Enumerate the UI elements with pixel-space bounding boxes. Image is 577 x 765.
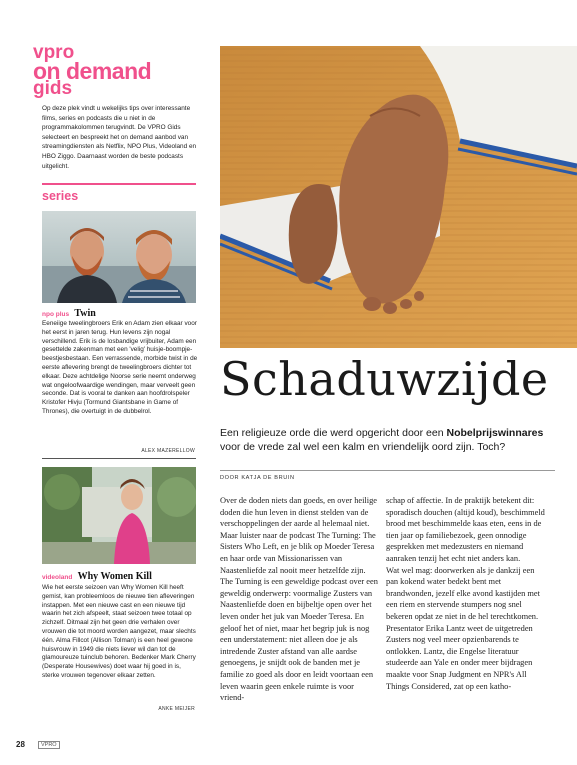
twin-photo	[42, 211, 196, 303]
intro-text: Op deze plek vindt u wekelijks tips over interessante films, series en podcasts die u niet in de programmakolommen terugvindt. De VPRO Gids selecteert en bespreekt het on demand aanbod van streamingdiensten als Netflix, NPO Plus, Videoland en HBO Ziggo. Daarnaast worden de beste podcasts uitgelicht.	[42, 105, 197, 170]
wwk-review-text: Wie het eerste seizoen van Why Women Kill heeft gemist, kan probleemloos de nieuwe tien afleveringen instappen. Met een nieuwe cast en een nieuwe tijd waarin het zich afspeelt, staat seizoen twee totaal op zichzelf. Ditmaal zijn het geen drie verhalen over vrouwen die tot moord worden aangezet, maar slechts één. Alma Fillcot (Allison Tolman) is een heel gewone huisvrouw in 1949 die niets liever wil dan tot de glamoureuze tuinclub behoren. Bedenker Mark Cherry (Desperate Housewives) doet waar hij goed in is, sterke vrouwen tegenover elkaar zetten.	[42, 584, 196, 679]
article-standfirst	[220, 426, 555, 454]
logo-line-2: on demand	[33, 58, 152, 84]
why-women-kill-photo	[42, 467, 196, 564]
wwk-platform-tag: videoland	[42, 574, 73, 581]
wwk-title: Why Women Kill	[77, 571, 152, 582]
twin-title: Twin	[74, 308, 96, 319]
twin-platform-tag: npo plus	[42, 311, 70, 318]
feet-photo	[220, 46, 577, 348]
column-1-paragraph-2: The Turning is een geweldige podcast over een geweldig onderwerp: voormalige Zusters van Naastenliefde doen en bijbeltje open over het leven onder het juk van Moeder Teresa. En geloof het of niet, maar het begrip juk is nog een understatement: niet alleen doe je als intredende Zuster afstand van alle aardse genoegens, je snijdt ook de banden met je familie zo goed als door en leidt voortaan een leven waarin geen enkele ruimte is voor vriend-	[220, 577, 378, 703]
column-2-paragraph-2: Wat wel mag: doorwerken als je dankzij een pan kokend water bedekt bent met brandwonden, jezelf elke avond kastijden met een riem en stervende stumpers nog snel bekeren opdat ze niet in de hel terechtkomen.	[386, 565, 540, 621]
magazine-footer-logo: VPRO	[38, 741, 60, 749]
page-number: 28	[16, 740, 25, 749]
logo-line-1: vpro	[33, 42, 75, 63]
byline: DOOR KATJA DE BRUIN	[220, 475, 295, 481]
item-divider	[42, 458, 196, 459]
article-headline: Schaduwzijde	[220, 352, 549, 406]
standfirst-end: voor de vrede zal wel een kalm en vriendelijk oord zijn. Toch?	[220, 441, 506, 453]
article-column-1	[220, 495, 380, 704]
logo-line-3: gids	[33, 78, 73, 99]
pink-rule	[42, 183, 196, 185]
vpro-on-demand-logo	[33, 43, 173, 98]
twin-review-text: Eeneiige tweelingbroers Erik en Adam zien elkaar voor het eerst in jaren terug. Hun levens zijn nogal verschillend. Erik is de losbandige vrijbuiter, Adam een gesettelde zakenman met een 'velig' huisje-boompje-beestjesbestaan. Een verrassende, morbide twist in de eerste aflevering brengt de tweelingbroers dichter tot elkaar. Deze achtdelige Noorse serie neemt onderweg wat ongeloofwaardige wendingen, maar verveelt geen seconde. Dat is vooral te danken aan hoofdrolspeler Kristofer Hivju (Tormund Giantsbane in Game of Thrones), die overtuigt in de dubbelrol.	[42, 320, 198, 415]
standfirst-divider	[220, 470, 555, 471]
column-2-paragraph-3: Presentator Erika Lantz weet de uitgetreden Zusters nog veel meer opzienbarends te ontlokken. Lantz, die Engelse literatuur studeerde aan Yale en onder meer bijdragen maakte voor Snap Judgment en NPR's All Things Considered, zat op een katho-	[386, 623, 533, 691]
twin-header	[42, 309, 96, 320]
column-1-paragraph-1: Over de doden niets dan goeds, en over heilige doden die hun leven in dienst stelden van de verschoppelingen der aarde al helemaal niet. Maar luister naar de podcast The Turning: The Sisters Who Left, en je blik op Moeder Teresa en haar orde van Missionarissen van Naastenliefde zal nooit meer hetzelfde zijn.	[220, 496, 377, 575]
column-2-paragraph-1: schap of affectie. In de praktijk betekent dit: sporadisch douchen (altijd koud), beschimmeld brood met beschimmelde kaas eten, eens in de tien jaar op familiebezoek, geen onnodige gesprekken met medezusters en niemand aanraken tenzij het echt niet anders kan.	[386, 496, 545, 563]
section-heading: series	[42, 189, 79, 203]
wwk-credit: ANKE MEIJER	[158, 706, 195, 712]
article-column-2	[386, 495, 546, 692]
standfirst-bold: Nobelprijswinnares	[446, 427, 544, 439]
twin-credit: ALEX MAZERELLOW	[141, 448, 195, 454]
standfirst-start: Een religieuze orde die werd opgericht door een	[220, 427, 447, 439]
wwk-header	[42, 572, 152, 583]
